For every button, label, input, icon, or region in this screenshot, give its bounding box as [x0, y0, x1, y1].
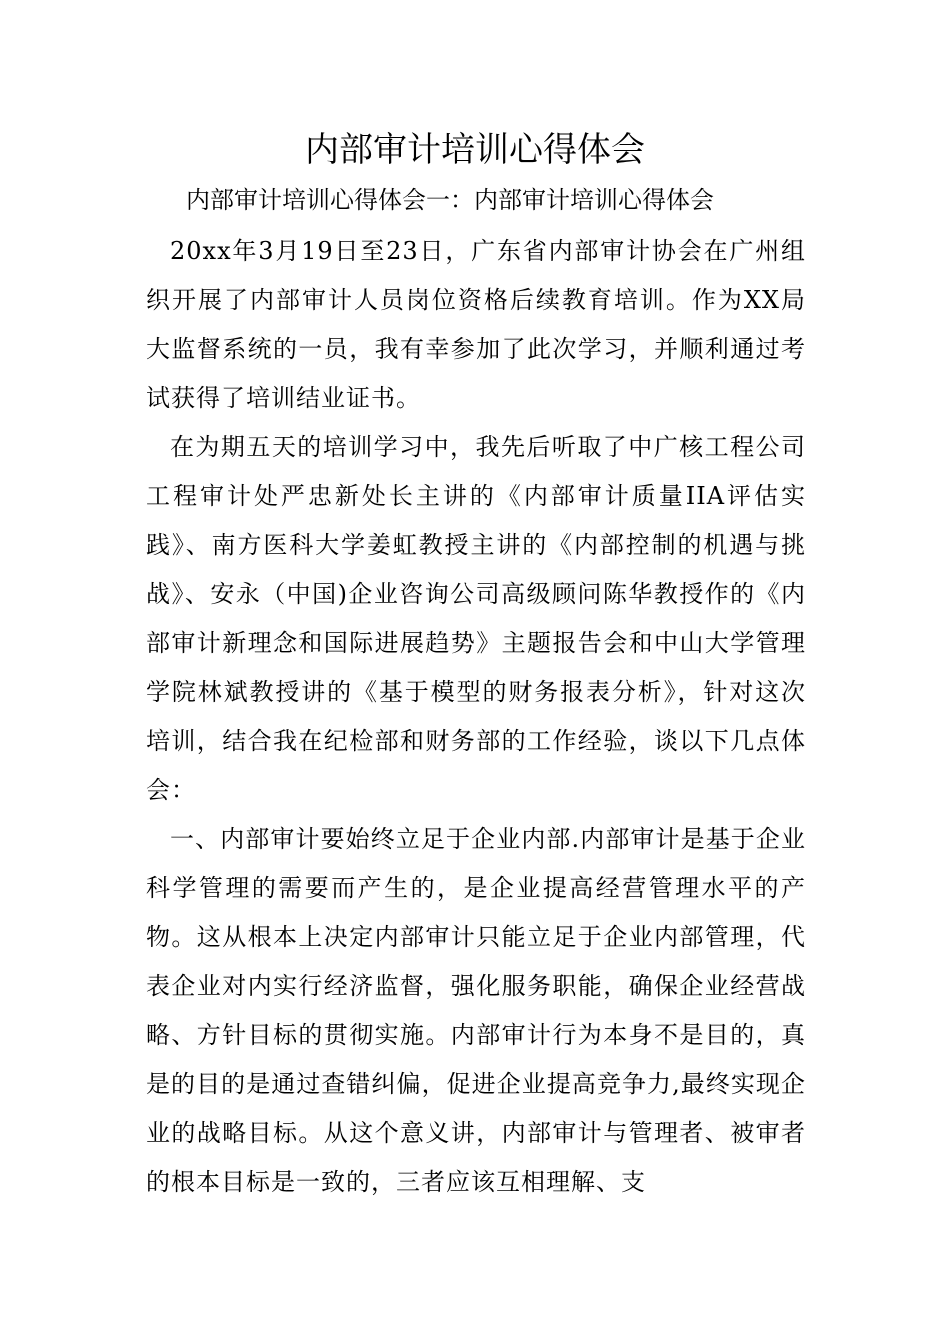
paragraph-2: 在为期五天的培训学习中，我先后听取了中广核工程公司工程审计处严忠新处长主讲的《内部审计质量IIA评估实践》、南方医科大学姜虹教授主讲的《内部控制的机遇与挑战》、安永（中国)企业咨询公司高级顾问陈华教授作的《内部审计新理念和国际进展趋势》主题报告会和中山大学管理学院林斌教授讲的《基于模型的财务报表分析》，针对这次培训，结合我在纪检部和财务部的工作经验，谈以下几点体会： [146, 433, 806, 804]
paragraph-1: 20xx年3月19日至23日，广东省内部审计协会在广州组织开展了内部审计人员岗位资格后续教育培训。作为XX局大监督系统的一员，我有幸参加了此次学习，并顺利通过考试获得了培训结业证书。 [146, 237, 806, 412]
document-title: 内部审计培训心得体会 [305, 130, 645, 170]
document-subtitle: 内部审计培训心得体会一：内部审计培训心得体会 [186, 186, 714, 214]
document-body [146, 227, 806, 1207]
paragraph-3: 一、内部审计要始终立足于企业内部.内部审计是基于企业科学管理的需要而产生的，是企业提高经营管理水平的产物。这从根本上决定内部审计只能立足于企业内部管理，代表企业对内实行经济监督，强化服务职能，确保企业经营战略、方针目标的贯彻实施。内部审计行为本身不是目的，真是的目的是通过查错纠偏，促进企业提高竞争力,最终实现企业的战略目标。从这个意义讲，内部审计与管理者、被审者的根本目标是一致的，三者应该互相理解、支 [146, 825, 806, 1196]
